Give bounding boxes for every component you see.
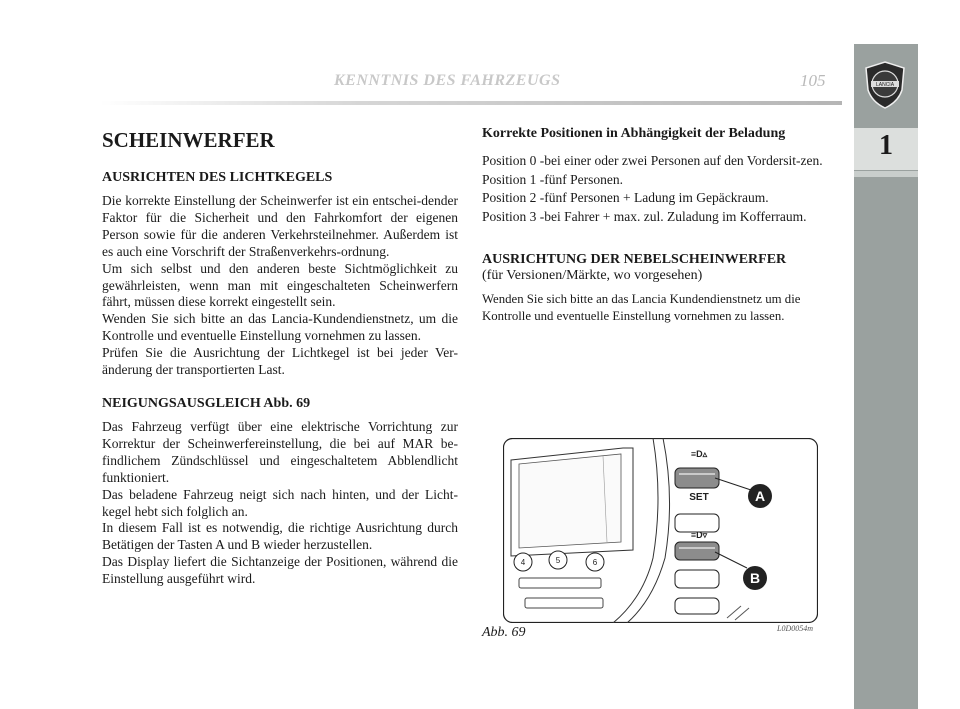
lancia-logo-icon <box>862 60 908 110</box>
marker-b: B <box>749 570 761 586</box>
position-text: bei einer oder zwei Personen auf den Vordersit-zen. <box>544 153 823 168</box>
header-rule <box>100 101 842 105</box>
dial-label: 4 <box>520 558 526 567</box>
sidebar-separator <box>854 171 918 177</box>
paragraph: Wenden Sie sich bitte an das Lancia-Kundendienstnetz, um die Kontrolle und eventuelle Einstellung vornehmen zu lassen. <box>102 311 458 344</box>
paragraph: Die korrekte Einstellung der Scheinwerfer ist ein entschei-dender Faktor für die Sicherheit und den Fahrkomfort der eigenen Person sowie für die anderen Verkehrsteilnehmer. Außerdem ist es auch eine Vorschrift der Straßenverkehrs-ordnung. <box>102 193 458 259</box>
list-item <box>482 189 842 208</box>
position-label: Position 1 - <box>482 171 545 187</box>
positions-list <box>482 152 842 226</box>
set-label: SET <box>689 492 709 503</box>
section-body-leveling <box>102 419 458 588</box>
svg-text:LANCIA: LANCIA <box>875 82 895 88</box>
section-body-alignment <box>102 193 458 379</box>
list-item <box>482 171 842 190</box>
paragraph: In diesem Fall ist es notwendig, die richtige Ausrichtung durch Betätigen der Tasten A und B wieder herzustellen. <box>102 520 458 553</box>
fog-heading: AUSRICHTUNG DER NEBELSCHEINWERFER <box>482 252 787 267</box>
position-text: bei Fahrer + max. zul. Zuladung im Kofferraum. <box>544 208 807 224</box>
positions-heading: Korrekte Positionen in Abhängigkeit der Beladung <box>482 126 786 141</box>
paragraph: Prüfen Sie die Ausrichtung der Lichtkegel ist bei jeder Ver-änderung der transportierten Last. <box>102 345 458 378</box>
running-header-title: KENNTNIS DES FAHRZEUGS <box>334 72 561 89</box>
paragraph: Das Display liefert die Sichtanzeige der Positionen, während die Einstellung ausgeführt wird. <box>102 554 458 587</box>
position-text: fünf Personen. <box>544 171 623 187</box>
marker-a: A <box>754 488 766 504</box>
paragraph: Das beladene Fahrzeug neigt sich nach hinten, und der Licht-kegel hebt sich folglich an. <box>102 486 458 519</box>
list-item <box>482 152 842 171</box>
section-heading-alignment: AUSRICHTEN DES LICHTKEGELS <box>102 170 333 185</box>
figure-caption: Abb. 69 <box>482 625 526 640</box>
list-item <box>482 208 842 227</box>
figure-dashboard-buttons <box>503 438 818 623</box>
svg-text:≡D▿: ≡D▿ <box>690 530 708 540</box>
svg-text:≡D▵: ≡D▵ <box>690 449 708 459</box>
position-text: fünf Personen + Ladung im Gepäckraum. <box>544 190 769 206</box>
position-label: Position 3 - <box>482 208 545 224</box>
page-number: 105 <box>800 71 826 90</box>
dial-label: 6 <box>592 558 598 567</box>
page-title: SCHEINWERFER <box>102 128 275 152</box>
paragraph: Das Fahrzeug verfügt über eine elektrische Vorrichtung zur Korrektur der Scheinwerfereinstellung, die bei auf MAR be-findlichem Zündschlüssel und eingeschaltetem Abblendlicht funktioniert. <box>102 419 458 485</box>
dial-label: 5 <box>555 556 561 565</box>
paragraph: Um sich selbst und den anderen beste Sichtmöglichkeit zu gewährleisten, wenn man mit eingeschalteten Scheinwerfern fährt, müssen diese korrekt eingestellt sein. <box>102 260 458 310</box>
position-label: Position 2 - <box>482 190 545 206</box>
position-label: Position 0 - <box>482 153 545 168</box>
chapter-number: 1 <box>879 130 893 161</box>
fog-subheading: (für Versionen/Märkte, wo vorgesehen) <box>482 268 703 283</box>
figure-code: L0D0054m <box>777 624 814 633</box>
section-heading-leveling: NEIGUNGSAUSGLEICH Abb. 69 <box>102 396 311 411</box>
fog-paragraph: Wenden Sie sich bitte an das Lancia Kundendienstnetz um die Kontrolle und eventuelle Einstellung vornehmen zu lassen. <box>482 292 801 323</box>
